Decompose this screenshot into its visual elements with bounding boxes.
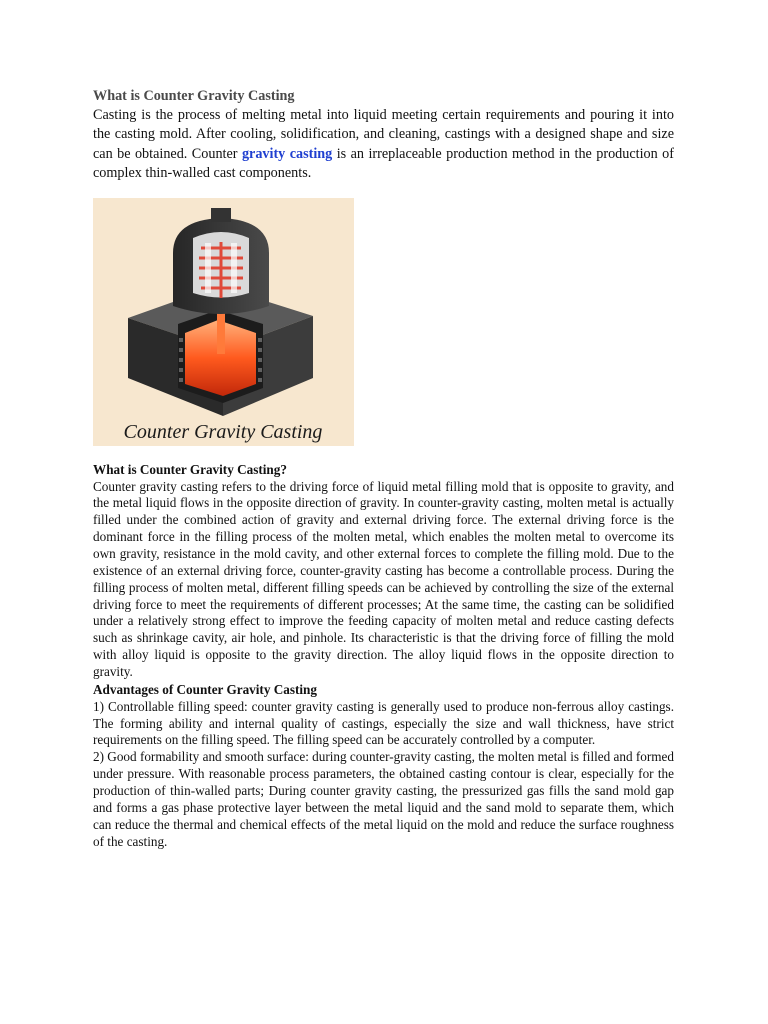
advantage-item-1: 1) Controllable filling speed: counter gravity casting is generally used to produce non-ferrous alloy castings. The forming ability and internal quality of castings, especially the size and wall thickness, have strict requirements on the filling speed. The filling speed can be accurately controlled by a computer. <box>93 698 674 748</box>
intro-text-end: is an irreplaceable production method in the production of complex thin-walled cast components. <box>93 145 674 182</box>
gravity-casting-link[interactable]: gravity casting <box>241 145 333 162</box>
section-title-definition: What is Counter Gravity Casting? <box>93 461 287 477</box>
section-title-intro: What is Counter Gravity Casting <box>93 88 295 104</box>
figure-caption: Counter Gravity Casting <box>123 420 323 443</box>
section-title-advantages: Advantages of Counter Gravity Casting <box>93 681 317 697</box>
document-content <box>93 86 674 850</box>
counter-gravity-casting-figure <box>93 198 354 446</box>
intro-paragraph <box>93 106 674 184</box>
definition-paragraph: Counter gravity casting refers to the driving force of liquid metal filling mold that is opposite to gravity, and the metal liquid flows in the opposite direction of gravity. In counter-gravity casting, molten metal is actually filled under the combined action of gravity and external driving force. The external driving force is the dominant force in the filling process of the molten metal, which enables the molten metal to overcome its own gravity, resistance in the mold cavity, and other external forces to complete the filling mold. Due to the existence of an external driving force, counter-gravity casting has become a controllable process. During the filling process of molten metal, different filling speeds can be achieved by controlling the size of the external driving force to meet the requirements of different processes; At the same time, the casting can be solidified under a relatively strong effect to improve the feeding capacity of molten metal and reduce casting defects such as shrinkage cavity, air hole, and pinhole. Its characteristic is that the driving force of filling the mold with alloy liquid is opposite to the gravity direction. The alloy liquid flows in the opposite direction to gravity. <box>93 478 674 679</box>
casting-illustration <box>93 198 354 446</box>
intro-text-start: Casting is the process of melting metal into liquid meeting certain requirements and pouring it into the casting mold. After cooling, solidification, and cleaning, castings with a designed shape and size can be obtained. Counter <box>93 107 674 162</box>
advantage-item-2: 2) Good formability and smooth surface: during counter-gravity casting, the molten metal is filled and formed under pressure. With reasonable process parameters, the obtained casting contour is clear, especially for the production of thin-walled parts; During counter gravity casting, the pressurized gas fills the sand mold gap and forms a gas phase protective layer between the metal liquid and the sand mold to separate them, which can reduce the thermal and chemical effects of the metal liquid on the mold and reduce the surface roughness of the casting. <box>93 749 674 849</box>
chamber-top-cap <box>211 208 231 222</box>
